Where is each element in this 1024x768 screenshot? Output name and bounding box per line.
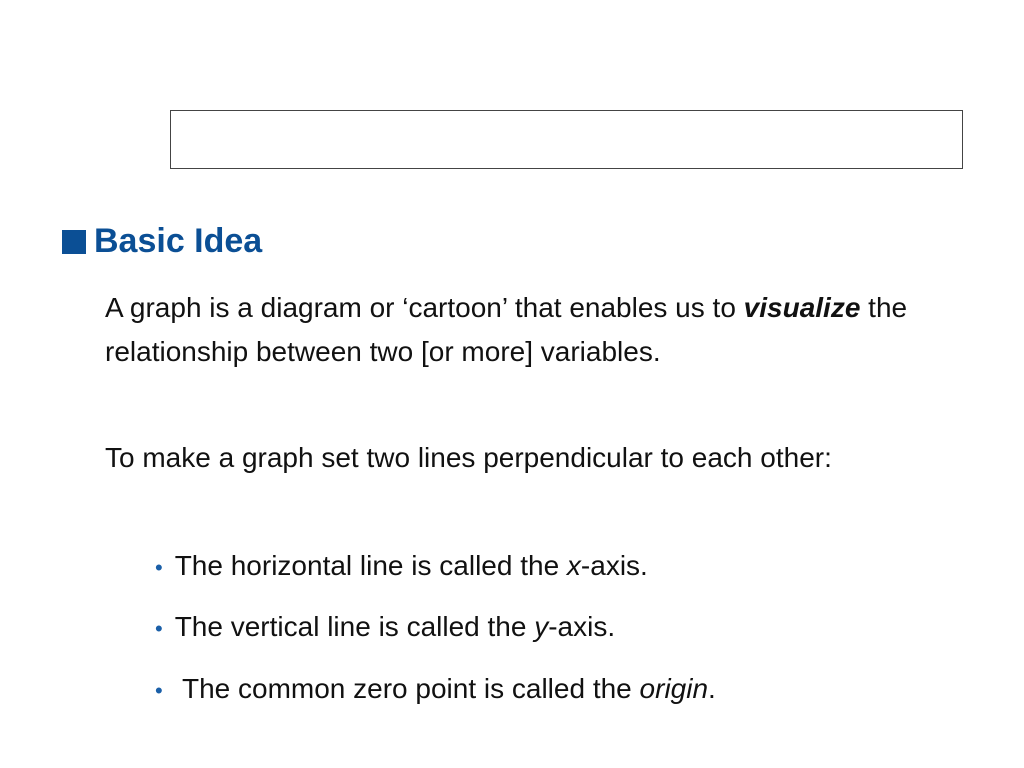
- origin-term: origin: [639, 673, 709, 704]
- dot-bullet-icon: •: [155, 555, 163, 580]
- instruction-paragraph: To make a graph set two lines perpendicular to each other:: [105, 442, 832, 473]
- list-item-text: The horizontal line is called the: [174, 550, 567, 581]
- list-item-text: The common zero point is called the: [174, 673, 640, 704]
- definition-paragraph: [105, 286, 925, 374]
- dot-bullet-icon: •: [155, 616, 163, 641]
- list-item-text: The vertical line is called the: [174, 611, 535, 642]
- dot-bullet-icon: •: [155, 678, 163, 703]
- section-heading-text: Basic Idea: [94, 222, 263, 260]
- x-variable: x: [566, 550, 581, 581]
- visualize-emphasis: visualize: [743, 292, 861, 323]
- section-heading: [62, 222, 262, 261]
- y-variable: y: [534, 611, 549, 642]
- list-item-x-axis: [155, 548, 648, 586]
- list-item-suffix: .: [708, 673, 716, 704]
- square-bullet-icon: [62, 230, 86, 254]
- list-item-suffix: -axis.: [548, 611, 616, 642]
- list-item-suffix: -axis.: [580, 550, 648, 581]
- definition-text-end: the relationship between two [or more] variables.: [105, 292, 908, 367]
- list-item-origin: [155, 671, 716, 709]
- list-item-y-axis: [155, 609, 615, 647]
- title-placeholder-box: [170, 110, 963, 169]
- definition-text-start: A graph is a diagram or ‘cartoon’ that enables us to: [105, 292, 744, 323]
